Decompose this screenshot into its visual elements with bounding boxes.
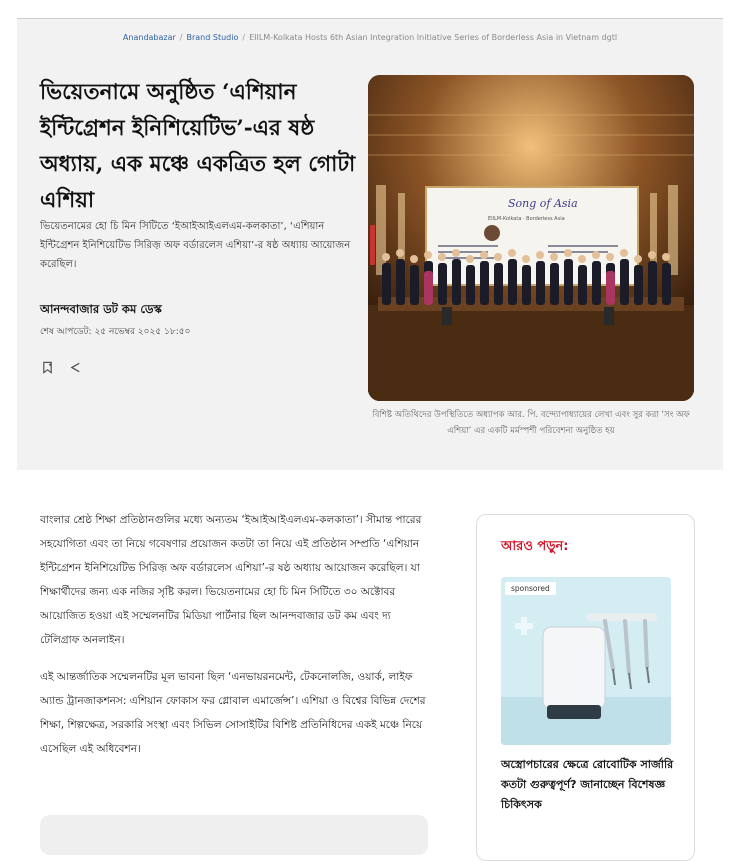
article-paragraph: বাংলার শ্রেষ্ঠ শিক্ষা প্রতিষ্ঠানগুলির মধ্যে অন্যতম ‘ইআইআইএলএম-কলকাতা’। সীমান্ত পারের সহযোগিতা এবং তা নিয়ে গবেষণার প্রয়োজন কতটা তা নিয়ে এই প্রতিষ্ঠান সম্প্রতি ‘এশিয়ান ইন্টিগ্রেশন ইনিশিয়েটিভ সিরিজ় অফ বর্ডারলেস এশিয়া’-র ষষ্ঠ অধ্যায় আয়োজন করেছিল। যা শিক্ষার্থীদের জন্য এক নজির সৃষ্টি করল। ভিয়েতনামের হো চি মিন সিটিতে ৩০ অক্টোবর আয়োজিত হওয়া এই সম্মেলনটির মিডিয়া পার্টনার ছিল আনন্দবাজার ডট কম এবং দ্য টেলিগ্রাফ অনলাইন।	[40, 514, 422, 646]
sponsored-badge: sponsored	[505, 582, 556, 595]
read-more-box	[476, 514, 695, 861]
banner-subtitle: EIILM-Kolkata · Borderless Asia	[488, 216, 565, 222]
article-paragraph: এই আন্তর্জাতিক সম্মেলনটির মূল ভাবনা ছিল ‘এনভায়রনমেন্ট, টেকনোলজি, ওয়ার্ক, লাইফ অ্যান্ড ট্রানজাকশনস: এশিয়ান ফোকাস ফর গ্লোবাল এমার্জেন্স’। এশিয়া ও বিশ্বের বিভিন্ন দেশের শিক্ষা, শিল্পক্ষেত্র, সরকারি সংস্থা এবং সিভিল সোসাইটির বিশিষ্ট প্রতিনিধিদের একই মঞ্চে নিয়ে এসেছিল এই অধিবেশন।	[40, 671, 426, 755]
read-more-image[interactable]	[501, 577, 671, 745]
page-title: ভিয়েতনামে অনুষ্ঠিত ‘এশিয়ান ইন্টিগ্রেশন ইনিশিয়েটিভ’-এর ষষ্ঠ অধ্যায়, এক মঞ্চে একত্রিত হল গোটা এশিয়া	[40, 80, 356, 213]
article-actions	[38, 358, 84, 376]
breadcrumb-separator: /	[179, 33, 183, 42]
breadcrumb	[17, 33, 723, 42]
author-name: আনন্দবাজার ডট কম ডেস্ক	[40, 302, 162, 316]
article-body	[40, 508, 428, 774]
banner-title: Song of Asia	[508, 197, 578, 210]
share-icon[interactable]	[66, 358, 84, 376]
article-header	[17, 18, 723, 470]
hero-image	[368, 75, 694, 401]
last-updated: শেষ আপডেট: ২৫ নভেম্বর ২০২৫ ১৮:৫০	[40, 327, 191, 337]
breadcrumb-separator: /	[242, 33, 246, 42]
breadcrumb-current: EIILM-Kolkata Hosts 6th Asian Integration Initiative Series of Borderless Asia in Vietnam dgtl	[249, 33, 618, 42]
image-caption: বিশিষ্ট অতিথিদের উপস্থিতিতে অধ্যাপক আর. পি. বন্দ্যোপাধ্যায়ের লেখা এবং সুর করা ‘সং অফ এশিয়া’ এর একটি মর্মস্পর্শী পরিবেশনা অনুষ্ঠিত হয়	[372, 410, 690, 436]
article-summary: ভিয়েতনামের হো চি মিন সিটিতে ‘ইআইআইএলএম-কলকাতা’, ‘এশিয়ান ইন্টিগ্রেশন ইনিশিয়েটিভ সিরিজ় অফ বর্ডারলেস এশিয়া’-র ষষ্ঠ অধ্যায় আয়োজন করেছিল।	[40, 221, 351, 270]
read-more-title: আরও পড়ুন:	[501, 539, 569, 554]
content-placeholder	[40, 815, 428, 855]
breadcrumb-brand-studio[interactable]: Brand Studio	[186, 33, 239, 42]
read-more-headline[interactable]: অস্ত্রোপচারের ক্ষেত্রে রোবোটিক সার্জারি কতটা গুরুত্বপূর্ণ? জানাচ্ছেন বিশেষজ্ঞ চিকিৎসক	[501, 758, 674, 811]
breadcrumb-home[interactable]: Anandabazar	[122, 33, 176, 42]
bookmark-icon[interactable]	[38, 358, 56, 376]
